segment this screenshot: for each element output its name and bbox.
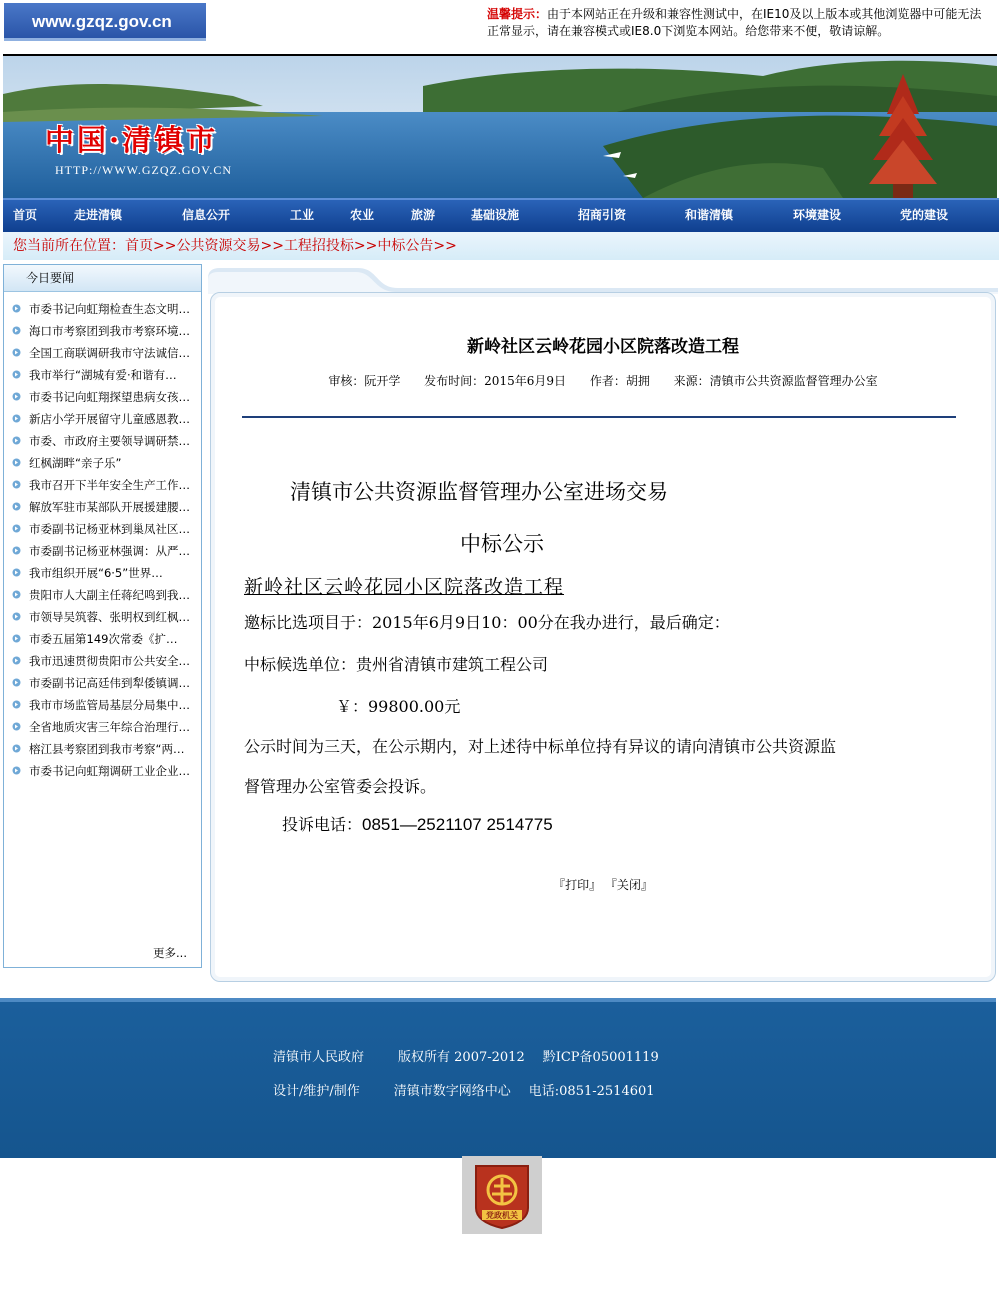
notice-text: 由于本网站正在升级和兼容性测试中，在IE10及以上版本或其他浏览器中可能无法正常显示，请在兼容模式或IE8.0下浏览本网站。给您带来不便，敬请谅解。 xyxy=(487,7,982,38)
bullet-arrow-icon xyxy=(12,326,21,335)
sidebar-news-title: 市委书记向虹翔调研工业企业… xyxy=(29,764,190,778)
bullet-arrow-icon xyxy=(12,722,21,731)
sidebar-news-item[interactable] xyxy=(4,386,201,408)
close-link[interactable]: 『关闭』 xyxy=(604,878,653,892)
meta-reviewer: 审核：阮开学 xyxy=(328,374,401,388)
sidebar-news-title: 海口市考察团到我市考察环境… xyxy=(29,324,190,338)
bullet-arrow-icon xyxy=(12,480,21,489)
bullet-arrow-icon xyxy=(12,458,21,467)
sidebar-news-item[interactable] xyxy=(4,584,201,606)
sidebar-news-item[interactable] xyxy=(4,408,201,430)
article-heading-announcement: 中标公示 xyxy=(460,532,544,556)
bullet-arrow-icon xyxy=(12,568,21,577)
sidebar-news-item[interactable] xyxy=(4,760,201,782)
banner xyxy=(3,54,997,198)
footer-row-2 xyxy=(273,1080,689,1099)
sidebar-news-item[interactable] xyxy=(4,650,201,672)
main-nav xyxy=(3,198,999,232)
article-title: 新岭社区云岭花园小区院落改造工程 xyxy=(467,337,739,357)
sidebar-news-item[interactable] xyxy=(4,474,201,496)
more-link[interactable]: 更多... xyxy=(153,946,187,960)
bullet-arrow-icon xyxy=(12,524,21,533)
sidebar-news-item[interactable] xyxy=(4,364,201,386)
sidebar-news-item[interactable] xyxy=(4,540,201,562)
sidebar-news-list xyxy=(4,298,201,782)
footer-org: 清镇市人民政府 xyxy=(273,1050,365,1065)
banner-title: 中国·清镇市 xyxy=(45,123,219,157)
print-link[interactable]: 『打印』 xyxy=(553,878,602,892)
article-actions xyxy=(208,876,998,893)
sidebar-news-item[interactable] xyxy=(4,298,201,320)
compatibility-notice xyxy=(487,6,992,40)
nav-environment[interactable]: 环境建设 xyxy=(793,208,842,222)
article-project-name: 新岭社区云岭花园小区院落改造工程 xyxy=(244,576,565,598)
sidebar-news-title: 全省地质灾害三年综合治理行… xyxy=(29,720,190,734)
sidebar-news-title: 红枫湖畔“亲子乐” xyxy=(29,456,122,470)
sidebar-news-title: 我市迅速贯彻贵阳市公共安全… xyxy=(29,654,190,668)
sidebar-news-title: 全国工商联调研我市守法诚信… xyxy=(29,346,190,360)
sidebar-news-item[interactable] xyxy=(4,694,201,716)
article-heading-office: 清镇市公共资源监督管理办公室进场交易 xyxy=(290,480,668,504)
sidebar-news-item[interactable] xyxy=(4,430,201,452)
footer-copyright: 版权所有 2007-2012 xyxy=(398,1050,525,1065)
sidebar-news-title: 新店小学开展留守儿童感恩教… xyxy=(29,412,190,426)
sidebar-news xyxy=(3,264,202,968)
article-line-bidding: 邀标比选项目于：2015年6月9日10：00分在我办进行，最后确定： xyxy=(244,613,730,632)
sidebar-news-title: 我市组织开展“6·5”世界… xyxy=(29,566,163,580)
gov-agency-badge[interactable] xyxy=(462,1156,542,1234)
phone-numbers: 0851—2521107 2514775 xyxy=(362,815,553,834)
sidebar-news-title: 市委五届第149次常委《扩… xyxy=(29,632,178,646)
meta-source: 来源：清镇市公共资源监督管理办公室 xyxy=(673,374,878,388)
nav-home[interactable]: 首页 xyxy=(13,208,38,222)
footer xyxy=(0,998,996,1158)
bullet-arrow-icon xyxy=(12,546,21,555)
sidebar-news-item[interactable] xyxy=(4,518,201,540)
sidebar-news-title: 市委副书记杨亚林到巢凤社区… xyxy=(29,522,190,536)
nav-harmony[interactable]: 和谐清镇 xyxy=(685,208,734,222)
article-panel xyxy=(208,264,998,984)
nav-industry[interactable]: 工业 xyxy=(290,208,315,222)
phone-label: 投诉电话： xyxy=(282,815,363,834)
sidebar-news-title: 解放军驻市某部队开展援建腰… xyxy=(29,500,190,514)
bullet-arrow-icon xyxy=(12,766,21,775)
banner-url: HTTP://WWW.GZQZ.GOV.CN xyxy=(55,163,232,177)
footer-design-label: 设计/维护/制作 xyxy=(273,1084,360,1099)
nav-about-qingzhen[interactable]: 走进清镇 xyxy=(74,208,123,222)
footer-row-1 xyxy=(273,1046,693,1065)
panel-tab-decoration xyxy=(208,264,998,294)
bullet-arrow-icon xyxy=(12,656,21,665)
bullet-arrow-icon xyxy=(12,304,21,313)
bullet-arrow-icon xyxy=(12,744,21,753)
party-government-badge-icon xyxy=(462,1156,542,1234)
svg-text:党政机关: 党政机关 xyxy=(486,1211,518,1220)
bullet-arrow-icon xyxy=(12,612,21,621)
sidebar-news-item[interactable] xyxy=(4,716,201,738)
nav-information-disclosure[interactable]: 信息公开 xyxy=(182,208,231,222)
sidebar-news-item[interactable] xyxy=(4,562,201,584)
nav-investment[interactable]: 招商引资 xyxy=(578,208,627,222)
sidebar-news-title: 我市召开下半年安全生产工作… xyxy=(29,478,190,492)
top-bar xyxy=(0,0,1004,52)
article-line-winner: 中标候选单位：贵州省清镇市建筑工程公司 xyxy=(244,655,549,674)
sidebar-news-item[interactable] xyxy=(4,672,201,694)
bullet-arrow-icon xyxy=(12,414,21,423)
article-line-complaint: 督管理办公室管委会投诉。 xyxy=(244,777,437,796)
sidebar-news-title: 市领导吴筑蓉、张明权到红枫… xyxy=(29,610,190,624)
sidebar-news-title: 榕江县考察团到我市考察“两… xyxy=(29,742,185,756)
bullet-arrow-icon xyxy=(12,348,21,357)
nav-party-building[interactable]: 党的建设 xyxy=(900,208,949,222)
sidebar-news-title: 市委书记向虹翔检查生态文明… xyxy=(29,302,190,316)
footer-icp[interactable]: 黔ICP备05001119 xyxy=(542,1050,659,1065)
article-meta xyxy=(208,372,998,389)
sidebar-news-item[interactable] xyxy=(4,628,201,650)
sidebar-news-item[interactable] xyxy=(4,606,201,628)
bullet-arrow-icon xyxy=(12,634,21,643)
bullet-arrow-icon xyxy=(12,678,21,687)
sidebar-news-title: 我市举行“湖城有爱·和谐有… xyxy=(29,368,177,382)
article-line-amount: ￥：99800.00元 xyxy=(336,697,461,716)
sidebar-news-item[interactable] xyxy=(4,342,201,364)
sidebar-news-item[interactable] xyxy=(4,496,201,518)
article-phone xyxy=(282,812,553,835)
bullet-arrow-icon xyxy=(12,700,21,709)
article-line-notice-period: 公示时间为三天，在公示期内，对上述待中标单位持有异议的请向清镇市公共资源监 xyxy=(244,737,837,756)
sidebar-news-title: 我市市场监管局基层分局集中… xyxy=(29,698,190,712)
sidebar-news-title: 市委副书记杨亚林强调：从严… xyxy=(29,544,190,558)
bullet-arrow-icon xyxy=(12,502,21,511)
breadcrumb[interactable]: 您当前所在位置：首页>>公共资源交易>>工程招投标>>中标公告>> xyxy=(3,232,999,260)
bullet-arrow-icon xyxy=(12,590,21,599)
nav-tourism[interactable]: 旅游 xyxy=(411,208,436,222)
sidebar-title: 今日要闻 xyxy=(4,265,201,292)
sidebar-news-title: 市委副书记高廷伟到犁倭镇调… xyxy=(29,676,190,690)
nav-infrastructure[interactable]: 基础设施 xyxy=(471,208,520,222)
article-divider xyxy=(242,416,956,418)
meta-author: 作者：胡拥 xyxy=(589,374,650,388)
sidebar-news-item[interactable] xyxy=(4,738,201,760)
bullet-arrow-icon xyxy=(12,392,21,401)
site-url-logo[interactable]: www.gzqz.gov.cn xyxy=(4,3,206,41)
sidebar-news-item[interactable] xyxy=(4,452,201,474)
notice-label: 温馨提示： xyxy=(487,7,548,21)
bullet-arrow-icon xyxy=(12,370,21,379)
sidebar-news-title: 市委、市政府主要领导调研禁… xyxy=(29,434,190,448)
footer-center: 清镇市数字网络中心 xyxy=(393,1084,511,1099)
footer-phone: 电话:0851-2514601 xyxy=(528,1084,655,1099)
bullet-arrow-icon xyxy=(12,436,21,445)
sidebar-news-title: 市委书记向虹翔探望患病女孩… xyxy=(29,390,190,404)
nav-agriculture[interactable]: 农业 xyxy=(350,208,375,222)
sidebar-news-item[interactable] xyxy=(4,320,201,342)
sidebar-news-title: 贵阳市人大副主任蒋纪鸣到我… xyxy=(29,588,190,602)
meta-published: 发布时间：2015年6月9日 xyxy=(424,374,566,388)
